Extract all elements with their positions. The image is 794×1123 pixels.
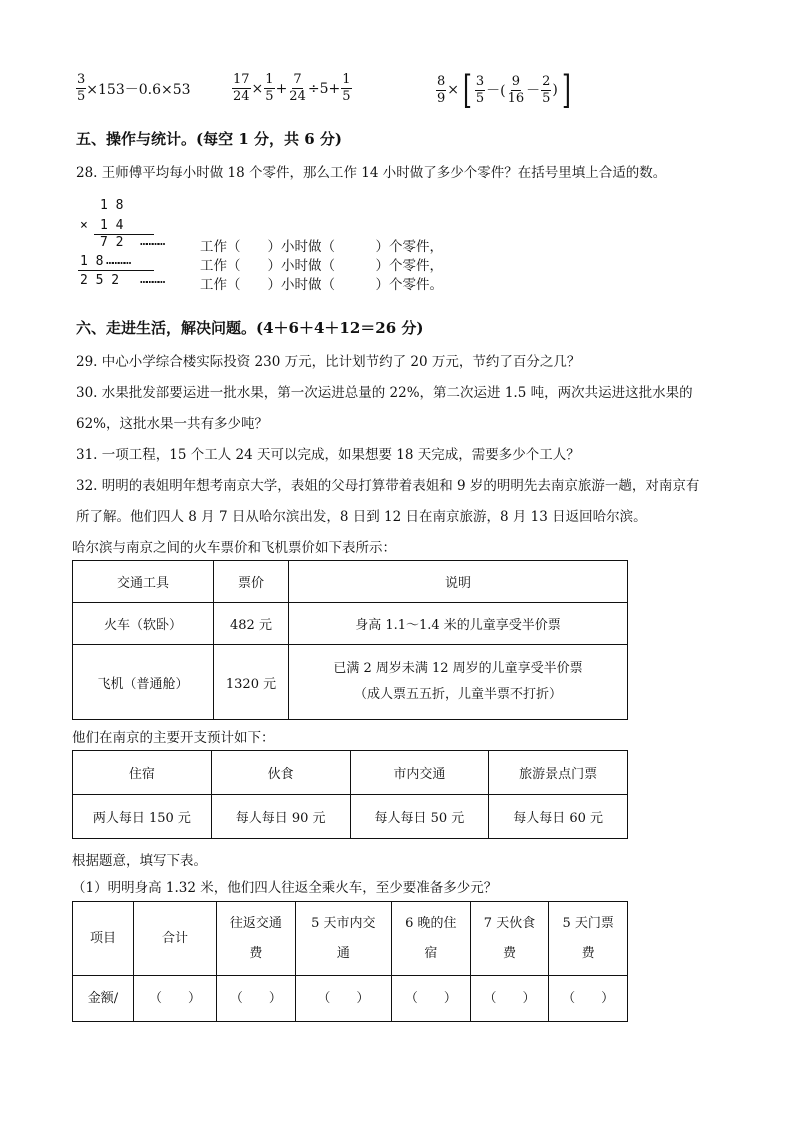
vert-dots-2: …………	[106, 253, 130, 268]
ticket-cell-note	[289, 645, 628, 720]
sub-question-1: （1）明明身高 1.32 米，他们四人往返全乘火车，至少要准备多少元？	[72, 880, 498, 896]
expression-1: $\frac{3}{5}$ ×153－0.6×53	[77, 72, 191, 104]
ticket-note-line-1: 已满 2 周岁未满 12 周岁的儿童享受半价票	[333, 661, 583, 676]
ticket-cell: 482 元	[214, 603, 289, 645]
vert-dots-1: …………	[140, 234, 164, 249]
vert-row-1: 1 8	[100, 198, 124, 213]
ticket-cell: 身高 1.1～1.4 米的儿童享受半价票	[289, 603, 628, 645]
ticket-header: 说明	[289, 561, 628, 603]
expense-header: 市内交通	[350, 751, 489, 795]
expense-cell: 每人每日 50 元	[350, 795, 489, 839]
expense-intro: 他们在南京的主要开支预计如下：	[72, 730, 275, 746]
expr1-rest: ×153－0.6×53	[86, 81, 191, 98]
answer-header: 项目	[73, 902, 134, 976]
vert-row-5: 2 5 2	[80, 273, 120, 288]
vert-row-4: 1 8	[80, 254, 104, 269]
expense-header: 住宿	[73, 751, 212, 795]
answer-table	[72, 901, 628, 1022]
vert-dots-3: …………	[140, 272, 164, 287]
vert-times-sign: ×	[80, 218, 88, 233]
question-32-line-2: 所了解。他们四人 8 月 7 日从哈尔滨出发，8 日到 12 日在南京旅游，8 月 13 日返回哈尔滨。	[76, 509, 647, 525]
vert-line-text-1: 工作（ ）小时做（ ）个零件，	[200, 239, 443, 255]
answer-blank[interactable]: （ ）	[470, 976, 549, 1022]
question-28: 28. 王师傅平均每小时做 18 个零件，那么工作 14 小时做了多少个零件？在括号里填上合适的数。	[76, 165, 667, 181]
question-32-line-1: 32. 明明的表姐明年想考南京大学，表姐的父母打算带着表姐和 9 岁的明明先去南京旅游一趟，对南京有	[76, 478, 700, 494]
ticket-header: 交通工具	[73, 561, 214, 603]
fill-intro: 根据题意，填写下表。	[72, 853, 207, 869]
expression-2: $\frac{17}{24}$ × $\frac{1}{5}$ + $\frac{7}{24}$ ÷5+ $\frac{1}{5}$	[233, 72, 351, 104]
answer-row-label: 金额/	[73, 976, 134, 1022]
expression-3: $\frac{8}{9}$ × [ $\frac{3}{5}$ －( $\frac{9}{16}$ － $\frac{2}{5}$ ) ]	[437, 68, 571, 112]
answer-blank[interactable]: （ ）	[217, 976, 296, 1022]
section-5-heading: 五、操作与统计。(每空 1 分，共 6 分)	[76, 130, 342, 148]
expense-table	[72, 750, 628, 839]
answer-blank[interactable]: （ ）	[134, 976, 217, 1022]
expense-cell: 每人每日 60 元	[489, 795, 628, 839]
answer-header: 7 天伙食 费	[470, 902, 549, 976]
expense-header: 旅游景点门票	[489, 751, 628, 795]
ticket-header: 票价	[214, 561, 289, 603]
answer-header: 5 天门票 费	[549, 902, 628, 976]
expense-header: 伙食	[211, 751, 350, 795]
answer-blank[interactable]: （ ）	[295, 976, 391, 1022]
ticket-cell: 火车（软卧）	[73, 603, 214, 645]
section-6-heading: 六、走进生活，解决问题。(4＋6＋4＋12＝26 分)	[76, 319, 424, 337]
answer-header: 5 天市内交 通	[295, 902, 391, 976]
ticket-cell: 1320 元	[214, 645, 289, 720]
question-29: 29. 中心小学综合楼实际投资 230 万元，比计划节约了 20 万元，节约了百分之几？	[76, 354, 581, 370]
expense-cell: 两人每日 150 元	[73, 795, 212, 839]
vert-line-2	[78, 270, 154, 271]
expense-cell: 每人每日 90 元	[211, 795, 350, 839]
answer-header: 6 晚的住 宿	[392, 902, 471, 976]
question-31: 31. 一项工程，15 个工人 24 天可以完成，如果想要 18 天完成，需要多少个工人？	[76, 447, 580, 463]
answer-blank[interactable]: （ ）	[549, 976, 628, 1022]
vert-line-text-3: 工作（ ）小时做（ ）个零件。	[200, 277, 443, 293]
answer-blank[interactable]: （ ）	[392, 976, 471, 1022]
answer-header: 合计	[134, 902, 217, 976]
question-30-line-1: 30. 水果批发部要运进一批水果，第一次运进总量的 22%，第二次运进 1.5 吨，两次共运进这批水果的	[76, 385, 693, 401]
question-30-line-2: 62%，这批水果一共有多少吨？	[76, 416, 269, 432]
vert-line-text-2: 工作（ ）小时做（ ）个零件，	[200, 258, 443, 274]
answer-header: 往返交通 费	[217, 902, 296, 976]
ticket-intro: 哈尔滨与南京之间的火车票价和飞机票价如下表所示：	[72, 540, 396, 556]
vert-row-3: 7 2	[100, 235, 124, 250]
ticket-note-line-2: （成人票五五折，儿童半票不打折）	[353, 687, 562, 702]
vert-row-2: 1 4	[100, 218, 124, 233]
ticket-price-table	[72, 560, 628, 720]
ticket-cell: 飞机（普通舱）	[73, 645, 214, 720]
